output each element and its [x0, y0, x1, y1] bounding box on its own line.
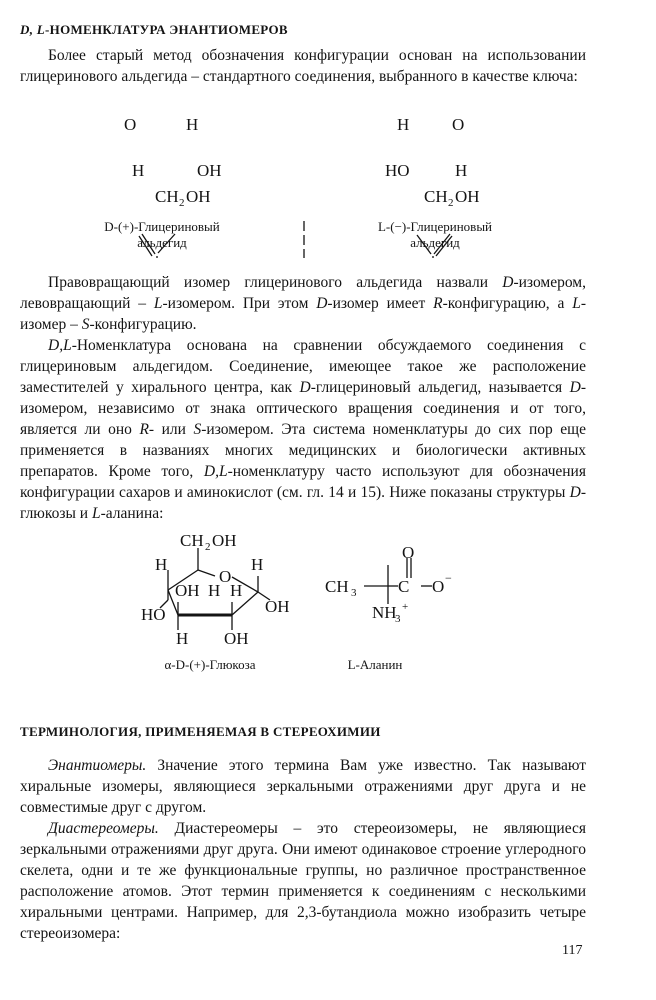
atom-label: O [402, 543, 415, 562]
atom-label: H [186, 115, 199, 134]
paragraph-3: D,L-Номенклатура основана на сравнении обсуждаемого соединения с глицериновым альдегидом. Соединение, имеющее такое же расположение заместителей у хирального центра, как D-глицериновый альдегид, называется D-изомером, независимо от знака оптического вращения соединения и от того, является ли оно R- или S-изомером. Эта система номенклатуры до сих пор еще применяется в названиях многих медицинских и биологически активных препаратов. Кроме того, D,L-номенклатуру часто используют для обозначения конфигурации сахаров и аминокислот (см. гл. 14 и 15). Ниже показаны структуры D-глюкозы и L-аланина: [20, 337, 586, 522]
atom-label: H [251, 555, 264, 574]
atom-label: CH [155, 187, 179, 206]
atom-label: H [208, 581, 221, 600]
atom-label: H [155, 555, 168, 574]
intro-paragraph: Более старый метод обозначения конфигурации основан на использовании глицеринового альдегида – стандартного соединения, выбранного в качестве ключа: [20, 47, 586, 85]
atom-label: 3 [351, 587, 357, 599]
heading-text: -НОМЕНКЛАТУРА ЭНАНТИОМЕРОВ [45, 22, 288, 37]
atom-label: HO [141, 605, 166, 624]
atom-label: H [132, 161, 145, 180]
atom-label: C [398, 577, 410, 596]
paragraph-2: Правовращающий изомер глицеринового альдегида назвали D-изомером, левовращающий – L-изомером. При этом D-изомер имеет R-конфигурацию, а L-изомер – S-конфигурацию. [20, 274, 586, 333]
atom-label: NH [372, 603, 397, 622]
atom-label: − [445, 571, 452, 585]
atom-label: OH [197, 161, 222, 180]
atom-label: OH [265, 597, 290, 616]
atom-label: 2 [448, 197, 454, 209]
atom-label: H [230, 581, 243, 600]
atom-label: + [402, 601, 409, 613]
l-glyceraldehyde-caption: L-(−)-Глицериновый альдегид [377, 219, 493, 250]
atom-label: OH [455, 187, 480, 206]
alanine-caption: L-Аланин [347, 657, 403, 672]
atom-label: H [397, 115, 410, 134]
section-heading-2: ТЕРМИНОЛОГИЯ, ПРИМЕНЯЕМАЯ В СТЕРЕОХИМИИ [20, 724, 381, 739]
atom-label: CH [180, 531, 204, 550]
atom-label: 2 [205, 541, 211, 553]
atom-label: 2 [179, 197, 185, 209]
diastereomers-paragraph: Диастереомеры. Диастереомеры – это стереоизомеры, не являющиеся зеркальными отражениями друг друга. Они имеют одинаковое строение углеродного скелета, одни и те же функциональные группы, но различное пространственное расположение атомов. Этот термин применяется к соединениям с несколькими хиральными центрами. Например, для 2,3-бутандиола можно изобразить четыре стереоизомера: [20, 820, 586, 942]
enantiomers-paragraph: Энантиомеры. Значение этого термина Вам уже известно. Так называют хиральные изомеры, являющиеся зеркальными отражениями друг друга и не совместимые друг с другом. [20, 757, 586, 816]
atom-label: OH [175, 581, 200, 600]
glucose-caption: α-D-(+)-Глюкоза [164, 657, 256, 672]
atom-label: CH [325, 577, 349, 596]
page-number: 117 [562, 943, 583, 958]
atom-label: O [219, 567, 232, 586]
atom-label: OH [212, 531, 237, 550]
atom-label: HO [385, 161, 410, 180]
atom-label: OH [186, 187, 211, 206]
atom-label: H [455, 161, 468, 180]
heading-prefix: D, L [20, 22, 46, 37]
atom-label: OH [224, 629, 249, 648]
atom-label: O [432, 577, 445, 596]
atom-label: O [452, 115, 465, 134]
d-glyceraldehyde-caption: D-(+)-Глицериновый альдегид [104, 219, 220, 250]
atom-label: 3 [395, 613, 401, 625]
atom-label: O [124, 115, 137, 134]
atom-label: CH [424, 187, 448, 206]
atom-label: H [176, 629, 189, 648]
